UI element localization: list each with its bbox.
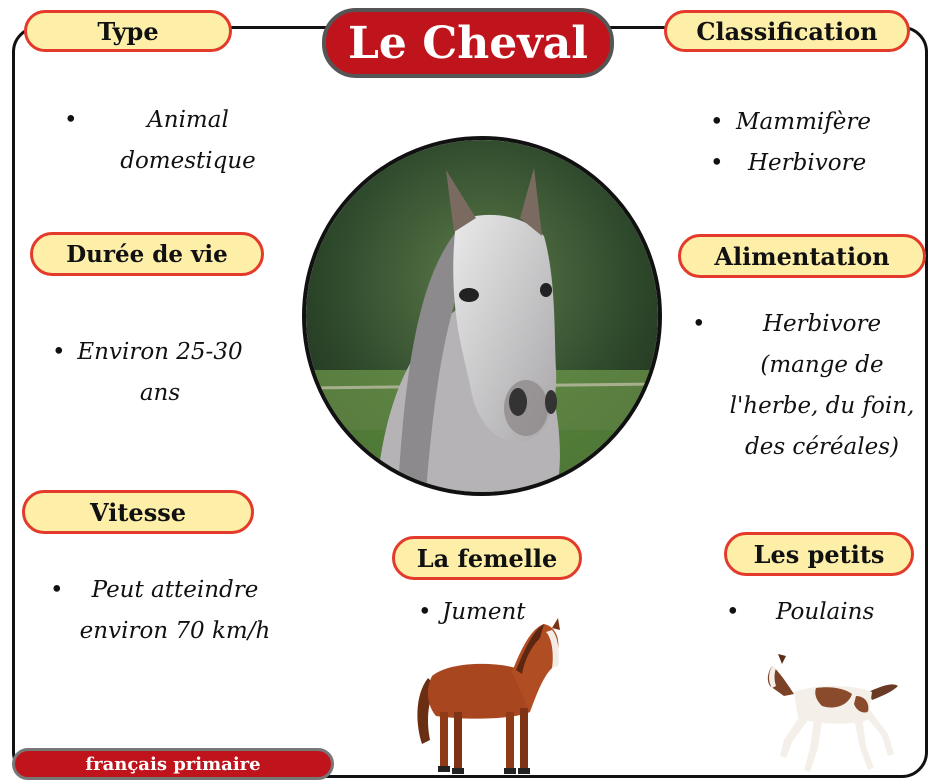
footer-badge: français primaire bbox=[12, 748, 334, 780]
petits-label: Les petits bbox=[724, 532, 914, 576]
list-item: • Jument bbox=[418, 599, 526, 625]
type-label: Type bbox=[24, 10, 232, 52]
alimentation-label: Alimentation bbox=[678, 234, 926, 278]
horse-head-photo bbox=[302, 136, 662, 496]
alimentation-text bbox=[690, 304, 930, 468]
duree-de-vie-label: Durée de vie bbox=[30, 232, 264, 276]
classification-text bbox=[706, 102, 906, 184]
page-title: Le Cheval bbox=[322, 8, 614, 78]
list-item: • Herbivore bbox=[710, 150, 867, 176]
pinto-foal-illustration bbox=[764, 652, 900, 774]
vitesse-label: Vitesse bbox=[22, 490, 254, 534]
brown-horse-illustration bbox=[412, 616, 564, 776]
classification-label: Classification bbox=[664, 10, 910, 52]
type-text bbox=[60, 100, 280, 182]
list-item: • Peut atteindre environ 70 km/h bbox=[50, 577, 271, 644]
vitesse-text bbox=[46, 570, 276, 652]
list-item: • Mammifère bbox=[710, 109, 871, 135]
petits-text bbox=[724, 592, 904, 633]
list-item: • Animal domestique bbox=[64, 107, 256, 174]
list-item: • Poulains bbox=[726, 599, 875, 625]
duree-text bbox=[48, 332, 248, 414]
list-item: • Herbivore (mange de l'herbe, du foin, des céréales) bbox=[692, 311, 915, 460]
list-item: • Environ 25-30 ans bbox=[52, 339, 243, 406]
femelle-label: La femelle bbox=[392, 536, 582, 580]
